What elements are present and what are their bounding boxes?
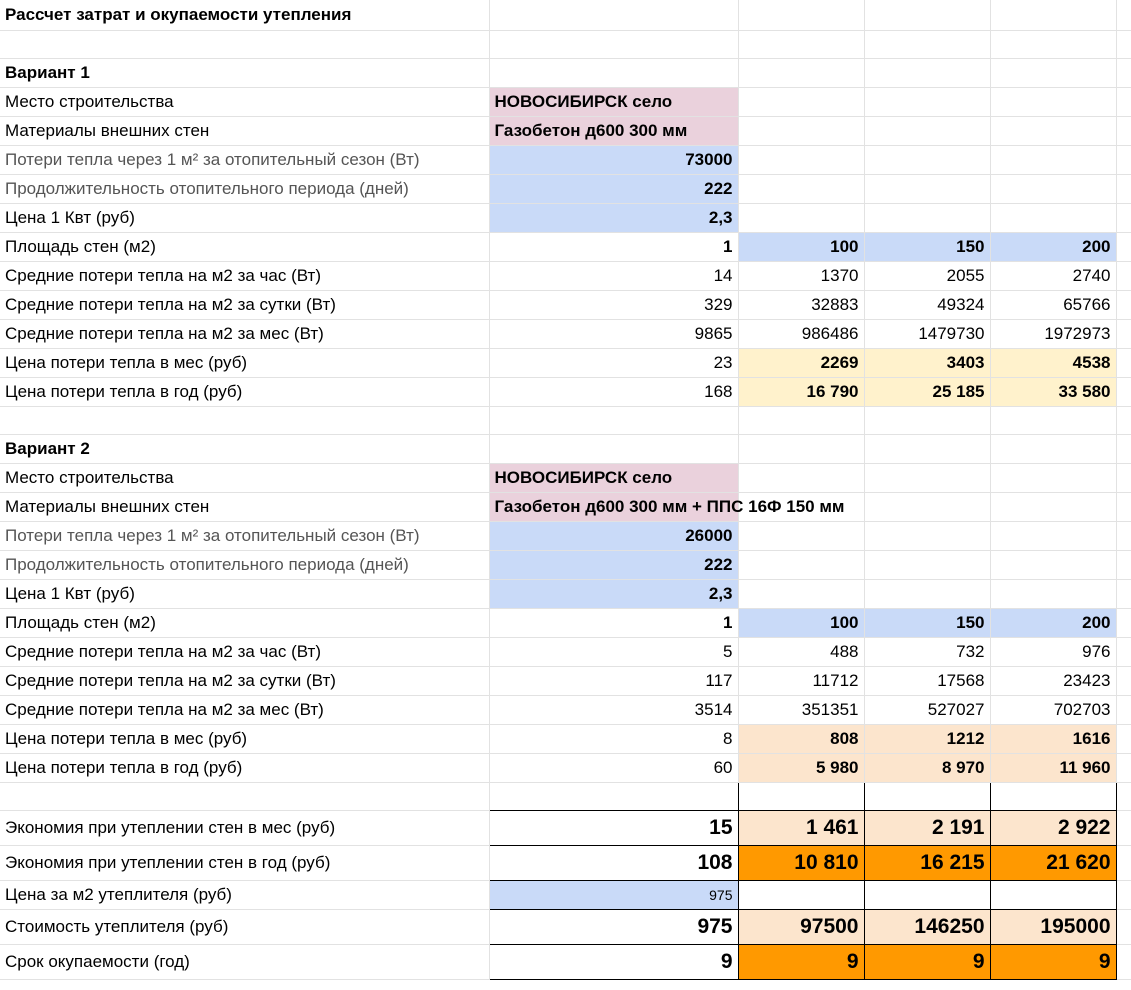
cell[interactable]: 9 bbox=[489, 944, 738, 979]
v2-day-row bbox=[0, 666, 1131, 695]
cell[interactable]: 100 bbox=[738, 608, 864, 637]
cell[interactable]: 23 bbox=[489, 348, 738, 377]
cell[interactable]: 2269 bbox=[738, 348, 864, 377]
cell[interactable]: 33 580 bbox=[990, 377, 1116, 406]
cell[interactable]: 8 970 bbox=[864, 753, 990, 782]
v2-month-row bbox=[0, 695, 1131, 724]
variant1-heading[interactable]: Вариант 1 bbox=[0, 58, 489, 87]
cell[interactable]: 97500 bbox=[738, 909, 864, 944]
cell[interactable]: 25 185 bbox=[864, 377, 990, 406]
cell[interactable]: 329 bbox=[489, 290, 738, 319]
cell[interactable]: 8 bbox=[489, 724, 738, 753]
cell[interactable]: 11712 bbox=[738, 666, 864, 695]
cell[interactable]: 23423 bbox=[990, 666, 1116, 695]
row-label[interactable]: Средние потери тепла на м2 за мес (Вт) bbox=[0, 695, 489, 724]
v1-place-label[interactable]: Место строительства bbox=[0, 87, 489, 116]
savings-year-row bbox=[0, 845, 1131, 880]
cell[interactable]: 1370 bbox=[738, 261, 864, 290]
cell[interactable]: 10 810 bbox=[738, 845, 864, 880]
row-label[interactable]: Средние потери тепла на м2 за час (Вт) bbox=[0, 261, 489, 290]
cell[interactable]: 986486 bbox=[738, 319, 864, 348]
cell[interactable]: 14 bbox=[489, 261, 738, 290]
row-label[interactable]: Средние потери тепла на м2 за мес (Вт) bbox=[0, 319, 489, 348]
v2-period-value[interactable]: 222 bbox=[489, 550, 738, 579]
cell[interactable]: 351351 bbox=[738, 695, 864, 724]
v2-cost-month-row bbox=[0, 724, 1131, 753]
v1-cost-month-row bbox=[0, 348, 1131, 377]
v1-hour-row bbox=[0, 261, 1131, 290]
row-label[interactable]: Площадь стен (м2) bbox=[0, 232, 489, 261]
row-label[interactable]: Экономия при утеплении стен в год (руб) bbox=[0, 845, 489, 880]
v2-area-row bbox=[0, 608, 1131, 637]
cell[interactable]: 117 bbox=[489, 666, 738, 695]
cell[interactable]: 2055 bbox=[864, 261, 990, 290]
cell[interactable]: 1972973 bbox=[990, 319, 1116, 348]
cell[interactable]: 150 bbox=[864, 232, 990, 261]
cell[interactable]: 975 bbox=[489, 909, 738, 944]
cell[interactable]: 2 191 bbox=[864, 810, 990, 845]
insulation-cost-row bbox=[0, 909, 1131, 944]
row-label[interactable]: Экономия при утеплении стен в мес (руб) bbox=[0, 810, 489, 845]
sheet-title[interactable]: Рассчет затрат и окупаемости утепления bbox=[0, 0, 489, 30]
row-label[interactable]: Цена потери тепла в год (руб) bbox=[0, 753, 489, 782]
row-label[interactable]: Средние потери тепла на м2 за сутки (Вт) bbox=[0, 666, 489, 695]
cell[interactable]: 1616 bbox=[990, 724, 1116, 753]
row-label[interactable]: Средние потери тепла на м2 за сутки (Вт) bbox=[0, 290, 489, 319]
v1-price-label[interactable]: Цена 1 Квт (руб) bbox=[0, 203, 489, 232]
cell[interactable]: 60 bbox=[489, 753, 738, 782]
cell[interactable]: 5 980 bbox=[738, 753, 864, 782]
v1-price-value[interactable]: 2,3 bbox=[489, 203, 738, 232]
cell[interactable]: 9 bbox=[864, 944, 990, 979]
v2-place-label[interactable]: Место строительства bbox=[0, 463, 489, 492]
v1-month-row bbox=[0, 319, 1131, 348]
variant2-heading[interactable]: Вариант 2 bbox=[0, 434, 489, 463]
cell[interactable]: 2 922 bbox=[990, 810, 1116, 845]
payback-row bbox=[0, 944, 1131, 979]
cell[interactable]: 32883 bbox=[738, 290, 864, 319]
row-label[interactable]: Площадь стен (м2) bbox=[0, 608, 489, 637]
cell[interactable]: 16 215 bbox=[864, 845, 990, 880]
v1-loss-label[interactable]: Потери тепла через 1 м² за отопительный сезон (Вт) bbox=[0, 145, 489, 174]
v1-period-value[interactable]: 222 bbox=[489, 174, 738, 203]
cell[interactable]: 15 bbox=[489, 810, 738, 845]
cell[interactable]: 1 bbox=[489, 608, 738, 637]
cell[interactable]: 732 bbox=[864, 637, 990, 666]
cell[interactable]: 9865 bbox=[489, 319, 738, 348]
cell[interactable]: 702703 bbox=[990, 695, 1116, 724]
v2-place-value[interactable]: НОВОСИБИРСК село bbox=[489, 463, 738, 492]
cell[interactable]: 17568 bbox=[864, 666, 990, 695]
cell[interactable]: 195000 bbox=[990, 909, 1116, 944]
v1-place-value[interactable]: НОВОСИБИРСК село bbox=[489, 87, 738, 116]
cell[interactable]: 3403 bbox=[864, 348, 990, 377]
cell[interactable]: 1212 bbox=[864, 724, 990, 753]
v1-loss-value[interactable]: 73000 bbox=[489, 145, 738, 174]
cell[interactable]: 200 bbox=[990, 608, 1116, 637]
cell[interactable]: 3514 bbox=[489, 695, 738, 724]
row-label[interactable]: Цена за м2 утеплителя (руб) bbox=[0, 880, 489, 909]
insulation-price-input[interactable]: 975 bbox=[489, 880, 738, 909]
cell[interactable]: 527027 bbox=[864, 695, 990, 724]
insulation-price-row bbox=[0, 880, 1131, 909]
row-label[interactable]: Срок окупаемости (год) bbox=[0, 944, 489, 979]
cell[interactable]: 5 bbox=[489, 637, 738, 666]
row-label[interactable]: Цена потери тепла в год (руб) bbox=[0, 377, 489, 406]
v2-material-value[interactable]: Газобетон д600 300 мм + ППС 16Ф 150 мм bbox=[489, 492, 738, 521]
cell[interactable]: 2740 bbox=[990, 261, 1116, 290]
cell[interactable]: 488 bbox=[738, 637, 864, 666]
v2-loss-value[interactable]: 26000 bbox=[489, 521, 738, 550]
v1-period-label[interactable]: Продолжительность отопительного периода (дней) bbox=[0, 174, 489, 203]
row-label[interactable]: Цена потери тепла в мес (руб) bbox=[0, 724, 489, 753]
v1-area-row bbox=[0, 232, 1131, 261]
v2-loss-label[interactable]: Потери тепла через 1 м² за отопительный сезон (Вт) bbox=[0, 521, 489, 550]
v2-period-label[interactable]: Продолжительность отопительного периода (дней) bbox=[0, 550, 489, 579]
cell[interactable]: 4538 bbox=[990, 348, 1116, 377]
cell[interactable]: 108 bbox=[489, 845, 738, 880]
v1-material-label[interactable]: Материалы внешних стен bbox=[0, 116, 489, 145]
v2-price-value[interactable]: 2,3 bbox=[489, 579, 738, 608]
v2-material-label[interactable]: Материалы внешних стен bbox=[0, 492, 489, 521]
v2-cost-year-row bbox=[0, 753, 1131, 782]
cell[interactable]: 808 bbox=[738, 724, 864, 753]
cell[interactable]: 1 461 bbox=[738, 810, 864, 845]
row-label[interactable]: Стоимость утеплителя (руб) bbox=[0, 909, 489, 944]
cell[interactable]: 65766 bbox=[990, 290, 1116, 319]
cell[interactable]: 146250 bbox=[864, 909, 990, 944]
cell[interactable]: 168 bbox=[489, 377, 738, 406]
v1-material-value[interactable]: Газобетон д600 300 мм bbox=[489, 116, 738, 145]
cell[interactable]: 49324 bbox=[864, 290, 990, 319]
v1-cost-year-row bbox=[0, 377, 1131, 406]
cell[interactable]: 150 bbox=[864, 608, 990, 637]
cell[interactable]: 9 bbox=[738, 944, 864, 979]
cell[interactable]: 200 bbox=[990, 232, 1116, 261]
cell[interactable]: 21 620 bbox=[990, 845, 1116, 880]
cell[interactable]: 976 bbox=[990, 637, 1116, 666]
v2-price-label[interactable]: Цена 1 Квт (руб) bbox=[0, 579, 489, 608]
cell[interactable]: 16 790 bbox=[738, 377, 864, 406]
cell[interactable]: 1 bbox=[489, 232, 738, 261]
row-label[interactable]: Средние потери тепла на м2 за час (Вт) bbox=[0, 637, 489, 666]
cell[interactable]: 9 bbox=[990, 944, 1116, 979]
row-label[interactable]: Цена потери тепла в мес (руб) bbox=[0, 348, 489, 377]
cell[interactable]: 1479730 bbox=[864, 319, 990, 348]
savings-month-row bbox=[0, 810, 1131, 845]
cell[interactable]: 100 bbox=[738, 232, 864, 261]
v1-day-row bbox=[0, 290, 1131, 319]
cell[interactable]: 11 960 bbox=[990, 753, 1116, 782]
v2-hour-row bbox=[0, 637, 1131, 666]
